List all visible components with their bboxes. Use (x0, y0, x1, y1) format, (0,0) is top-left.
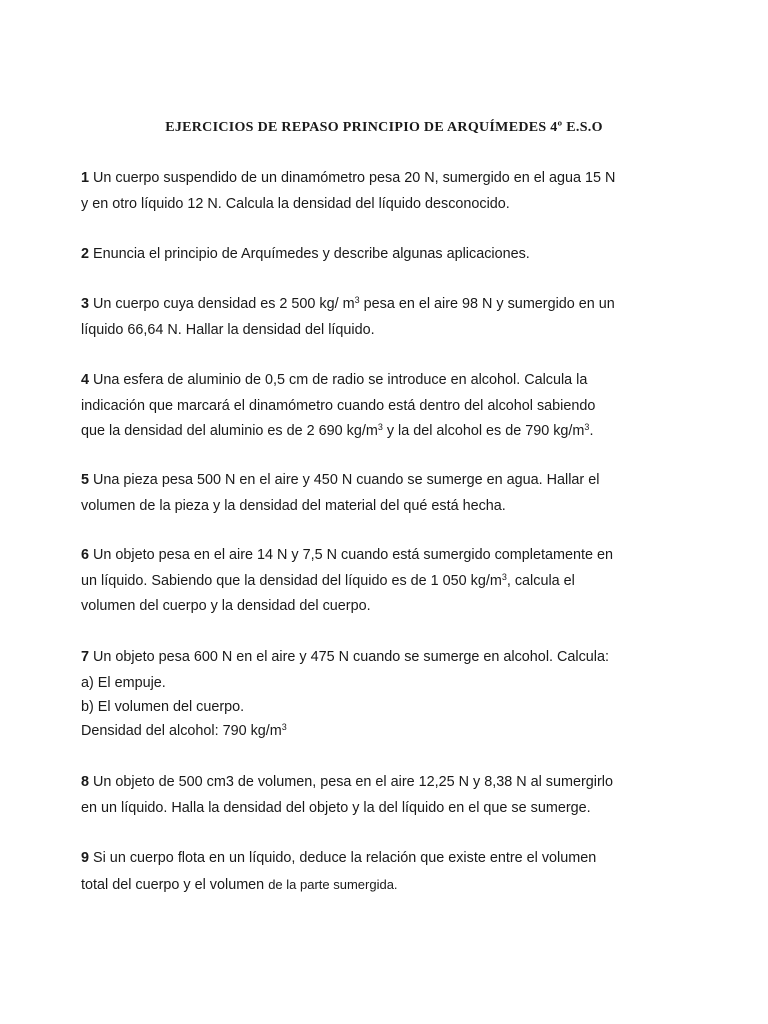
exercise-text: Un objeto pesa en el aire 14 N y 7,5 N cuando está sumergido completamente en (93, 547, 613, 563)
exercise-number: 2 (81, 246, 90, 262)
exercise-2-line-1 (81, 242, 681, 268)
exercise-5-line-1 (81, 468, 681, 494)
exercise-text: Si un cuerpo flota en un líquido, deduce la relación que existe entre el volumen (93, 850, 597, 866)
exercise-text: Enuncia el principio de Arquímedes y describe algunas aplicaciones. (93, 246, 530, 262)
exercise-text: un líquido. Sabiendo que la densidad del líquido es de 1 050 kg/m (81, 572, 502, 589)
superscript: 3 (377, 422, 383, 432)
exercise-6-line-3: volumen del cuerpo y la densidad del cuerpo. (81, 598, 371, 614)
exercise-3-line-2: líquido 66,64 N. Hallar la densidad del líquido. (81, 321, 375, 338)
exercise-text: pesa en el aire 98 N y sumergido en un (359, 296, 615, 312)
exercise-text: que la densidad del aluminio es de 2 690 kg/m (81, 423, 378, 439)
exercise-9 (81, 846, 681, 898)
superscript: 3 (354, 295, 360, 305)
exercise-4-line-3 (81, 419, 681, 445)
exercise-number: 6 (81, 547, 90, 563)
superscript: 3 (501, 571, 507, 582)
exercise-text: Una pieza pesa 500 N en el aire y 450 N cuando se sumerge en agua. Hallar el (93, 472, 600, 488)
exercise-1-line-2: y en otro líquido 12 N. Calcula la densidad del líquido desconocido. (81, 195, 510, 212)
exercise-4 (81, 368, 681, 445)
exercise-text: y la del alcohol es de 790 kg/m (382, 423, 585, 439)
exercise-text: Un cuerpo cuya densidad es 2 500 kg/ m (93, 296, 355, 312)
exercise-text: Un objeto de 500 cm3 de volumen, pesa en el aire 12,25 N y 8,38 N al sumergirlo (93, 774, 613, 790)
exercise-6-line-1 (81, 543, 681, 569)
exercise-number: 8 (81, 774, 90, 790)
exercise-7-line-1 (81, 645, 681, 671)
exercise-text: , calcula el (506, 572, 575, 589)
exercise-number: 5 (81, 472, 90, 488)
exercise-text: total del cuerpo y el volumen (81, 876, 269, 893)
exercise-8-line-1 (81, 770, 681, 796)
exercise-5 (81, 468, 681, 519)
exercise-text: Un cuerpo suspendido de un dinamómetro pesa 20 N, sumergido en el agua 15 N (93, 170, 616, 186)
exercise-1 (81, 166, 681, 217)
exercise-text: Un objeto pesa 600 N en el aire y 475 N cuando se sumerge en alcohol. Calcula: (93, 649, 609, 665)
exercise-7 (81, 645, 681, 743)
exercise-text: Una esfera de aluminio de 0,5 cm de radio se introduce en alcohol. Calcula la (93, 372, 588, 388)
exercise-text: Densidad del alcohol: 790 kg/m (81, 722, 282, 739)
exercise-8-line-2: en un líquido. Halla la densidad del objeto y la del líquido en el que se sumerge. (81, 799, 591, 816)
exercise-2 (81, 242, 681, 268)
exercise-3-line-1 (81, 292, 681, 318)
exercise-8 (81, 770, 681, 821)
exercise-9-line-1 (81, 846, 681, 872)
exercise-4-line-2: indicación que marcará el dinamómetro cuando está dentro del alcohol sabiendo (81, 397, 596, 414)
exercise-1-line-1 (81, 166, 681, 192)
exercise-number: 7 (81, 649, 90, 665)
exercise-number: 4 (81, 372, 90, 388)
exercise-7-line-4 (81, 719, 681, 743)
exercise-9-line-2 (81, 872, 681, 899)
superscript: 3 (584, 422, 590, 432)
exercise-7-line-3: b) El volumen del cuerpo. (81, 698, 245, 715)
exercise-number: 1 (81, 170, 90, 186)
exercise-7-line-2: a) El empuje. (81, 674, 166, 691)
exercise-6-line-2 (81, 569, 681, 595)
exercise-number: 3 (81, 296, 90, 312)
exercise-text: de la parte sumergida. (268, 876, 398, 892)
exercise-6 (81, 543, 681, 620)
exercise-text: . (589, 423, 594, 439)
exercise-3 (81, 292, 681, 343)
exercise-number: 9 (81, 850, 90, 866)
exercise-5-line-2: volumen de la pieza y la densidad del material del qué está hecha. (81, 497, 506, 514)
exercise-4-line-1 (81, 368, 681, 394)
superscript: 3 (281, 721, 287, 732)
page-title: EJERCICIOS DE REPASO PRINCIPIO DE ARQUÍMEDES 4º E.S.O (165, 120, 603, 135)
